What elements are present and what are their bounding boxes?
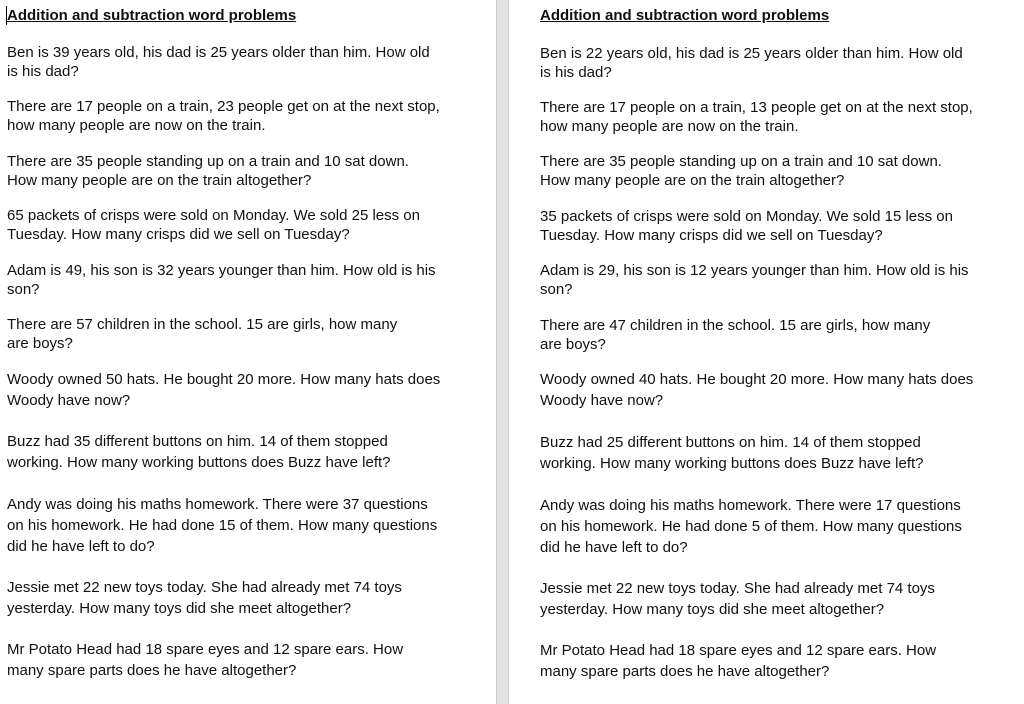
problem-paragraph[interactable] xyxy=(7,639,477,681)
page-title: Addition and subtraction word problems xyxy=(540,7,830,24)
problem-line: is his dad? xyxy=(540,64,612,81)
problem-paragraph[interactable] xyxy=(7,206,477,244)
problem-paragraph[interactable] xyxy=(540,207,1015,245)
problem-paragraph[interactable] xyxy=(7,315,477,353)
problem-line: There are 57 children in the school. 15 are girls, how many xyxy=(7,316,398,333)
problem-line: working. How many working buttons does Buzz have left? xyxy=(7,454,391,471)
problem-paragraph[interactable] xyxy=(540,640,1015,682)
problem-line: many spare parts does he have altogether? xyxy=(540,663,830,680)
problem-paragraph[interactable] xyxy=(7,43,477,81)
problem-line: Adam is 49, his son is 32 years younger than him. How old is his xyxy=(7,262,436,279)
problem-line: How many people are on the train altogether? xyxy=(540,172,845,189)
problem-line: on his homework. He had done 5 of them. How many questions xyxy=(540,518,962,535)
problem-line: yesterday. How many toys did she meet altogether? xyxy=(540,601,885,618)
problem-line: Adam is 29, his son is 12 years younger than him. How old is his xyxy=(540,262,969,279)
problem-line: There are 47 children in the school. 15 are girls, how many xyxy=(540,317,931,334)
document-page-left[interactable] xyxy=(0,0,496,704)
problem-paragraph[interactable] xyxy=(540,152,1015,190)
problem-line: Andy was doing his maths homework. There were 37 questions xyxy=(7,496,428,513)
problem-line: Woody have now? xyxy=(540,392,664,409)
problem-line: are boys? xyxy=(7,335,73,352)
problem-line: is his dad? xyxy=(7,63,79,80)
problem-paragraph[interactable] xyxy=(7,494,477,557)
problem-paragraph[interactable] xyxy=(7,431,477,473)
problem-line: Jessie met 22 new toys today. She had already met 74 toys xyxy=(7,579,402,596)
problem-line: Woody have now? xyxy=(7,392,131,409)
problem-paragraph[interactable] xyxy=(7,261,477,299)
problem-line: Andy was doing his maths homework. There were 17 questions xyxy=(540,497,961,514)
problem-line: working. How many working buttons does Buzz have left? xyxy=(540,455,924,472)
problem-paragraph[interactable] xyxy=(540,44,1015,82)
problem-line: son? xyxy=(7,281,40,298)
problem-line: Mr Potato Head had 18 spare eyes and 12 spare ears. How xyxy=(7,641,404,658)
problem-paragraph[interactable] xyxy=(7,577,477,619)
page-gutter xyxy=(496,0,509,704)
problem-paragraph[interactable] xyxy=(540,495,1015,558)
problem-line: Ben is 22 years old, his dad is 25 years older than him. How old xyxy=(540,45,963,62)
problem-line: how many people are now on the train. xyxy=(7,117,266,134)
problem-line: did he have left to do? xyxy=(540,539,688,556)
problem-line: Ben is 39 years old, his dad is 25 years older than him. How old xyxy=(7,44,430,61)
problem-paragraph[interactable] xyxy=(540,261,1015,299)
problem-line: 35 packets of crisps were sold on Monday. We sold 15 less on xyxy=(540,208,953,225)
problem-line: how many people are now on the train. xyxy=(540,118,799,135)
problem-line: are boys? xyxy=(540,336,606,353)
page-title: Addition and subtraction word problems xyxy=(7,7,297,24)
problem-line: Jessie met 22 new toys today. She had already met 74 toys xyxy=(540,580,935,597)
problem-line: Buzz had 35 different buttons on him. 14 of them stopped xyxy=(7,433,388,450)
problem-line: There are 35 people standing up on a train and 10 sat down. xyxy=(7,153,409,170)
problem-line: many spare parts does he have altogether? xyxy=(7,662,297,679)
problem-line: Tuesday. How many crisps did we sell on Tuesday? xyxy=(7,226,350,243)
problem-line: Woody owned 40 hats. He bought 20 more. How many hats does xyxy=(540,371,974,388)
problem-paragraph[interactable] xyxy=(540,98,1015,136)
problem-paragraph[interactable] xyxy=(7,369,477,411)
problem-line: Buzz had 25 different buttons on him. 14 of them stopped xyxy=(540,434,921,451)
problem-line: There are 17 people on a train, 23 people get on at the next stop, xyxy=(7,98,440,115)
problem-paragraph[interactable] xyxy=(7,97,477,135)
problem-line: How many people are on the train altogether? xyxy=(7,172,312,189)
problem-paragraph[interactable] xyxy=(540,432,1015,474)
problem-line: son? xyxy=(540,281,573,298)
document-page-right[interactable] xyxy=(509,0,1024,704)
problem-line: There are 35 people standing up on a train and 10 sat down. xyxy=(540,153,942,170)
problem-line: on his homework. He had done 15 of them. How many questions xyxy=(7,517,438,534)
problem-paragraph[interactable] xyxy=(540,578,1015,620)
problem-line: yesterday. How many toys did she meet altogether? xyxy=(7,600,352,617)
problem-line: did he have left to do? xyxy=(7,538,155,555)
problem-line: There are 17 people on a train, 13 people get on at the next stop, xyxy=(540,99,973,116)
problem-line: Woody owned 50 hats. He bought 20 more. How many hats does xyxy=(7,371,441,388)
problem-paragraph[interactable] xyxy=(7,152,477,190)
problem-line: Tuesday. How many crisps did we sell on Tuesday? xyxy=(540,227,883,244)
problem-paragraph[interactable] xyxy=(540,316,1015,354)
problem-line: Mr Potato Head had 18 spare eyes and 12 spare ears. How xyxy=(540,642,937,659)
problem-line: 65 packets of crisps were sold on Monday. We sold 25 less on xyxy=(7,207,420,224)
problem-paragraph[interactable] xyxy=(540,369,1015,411)
